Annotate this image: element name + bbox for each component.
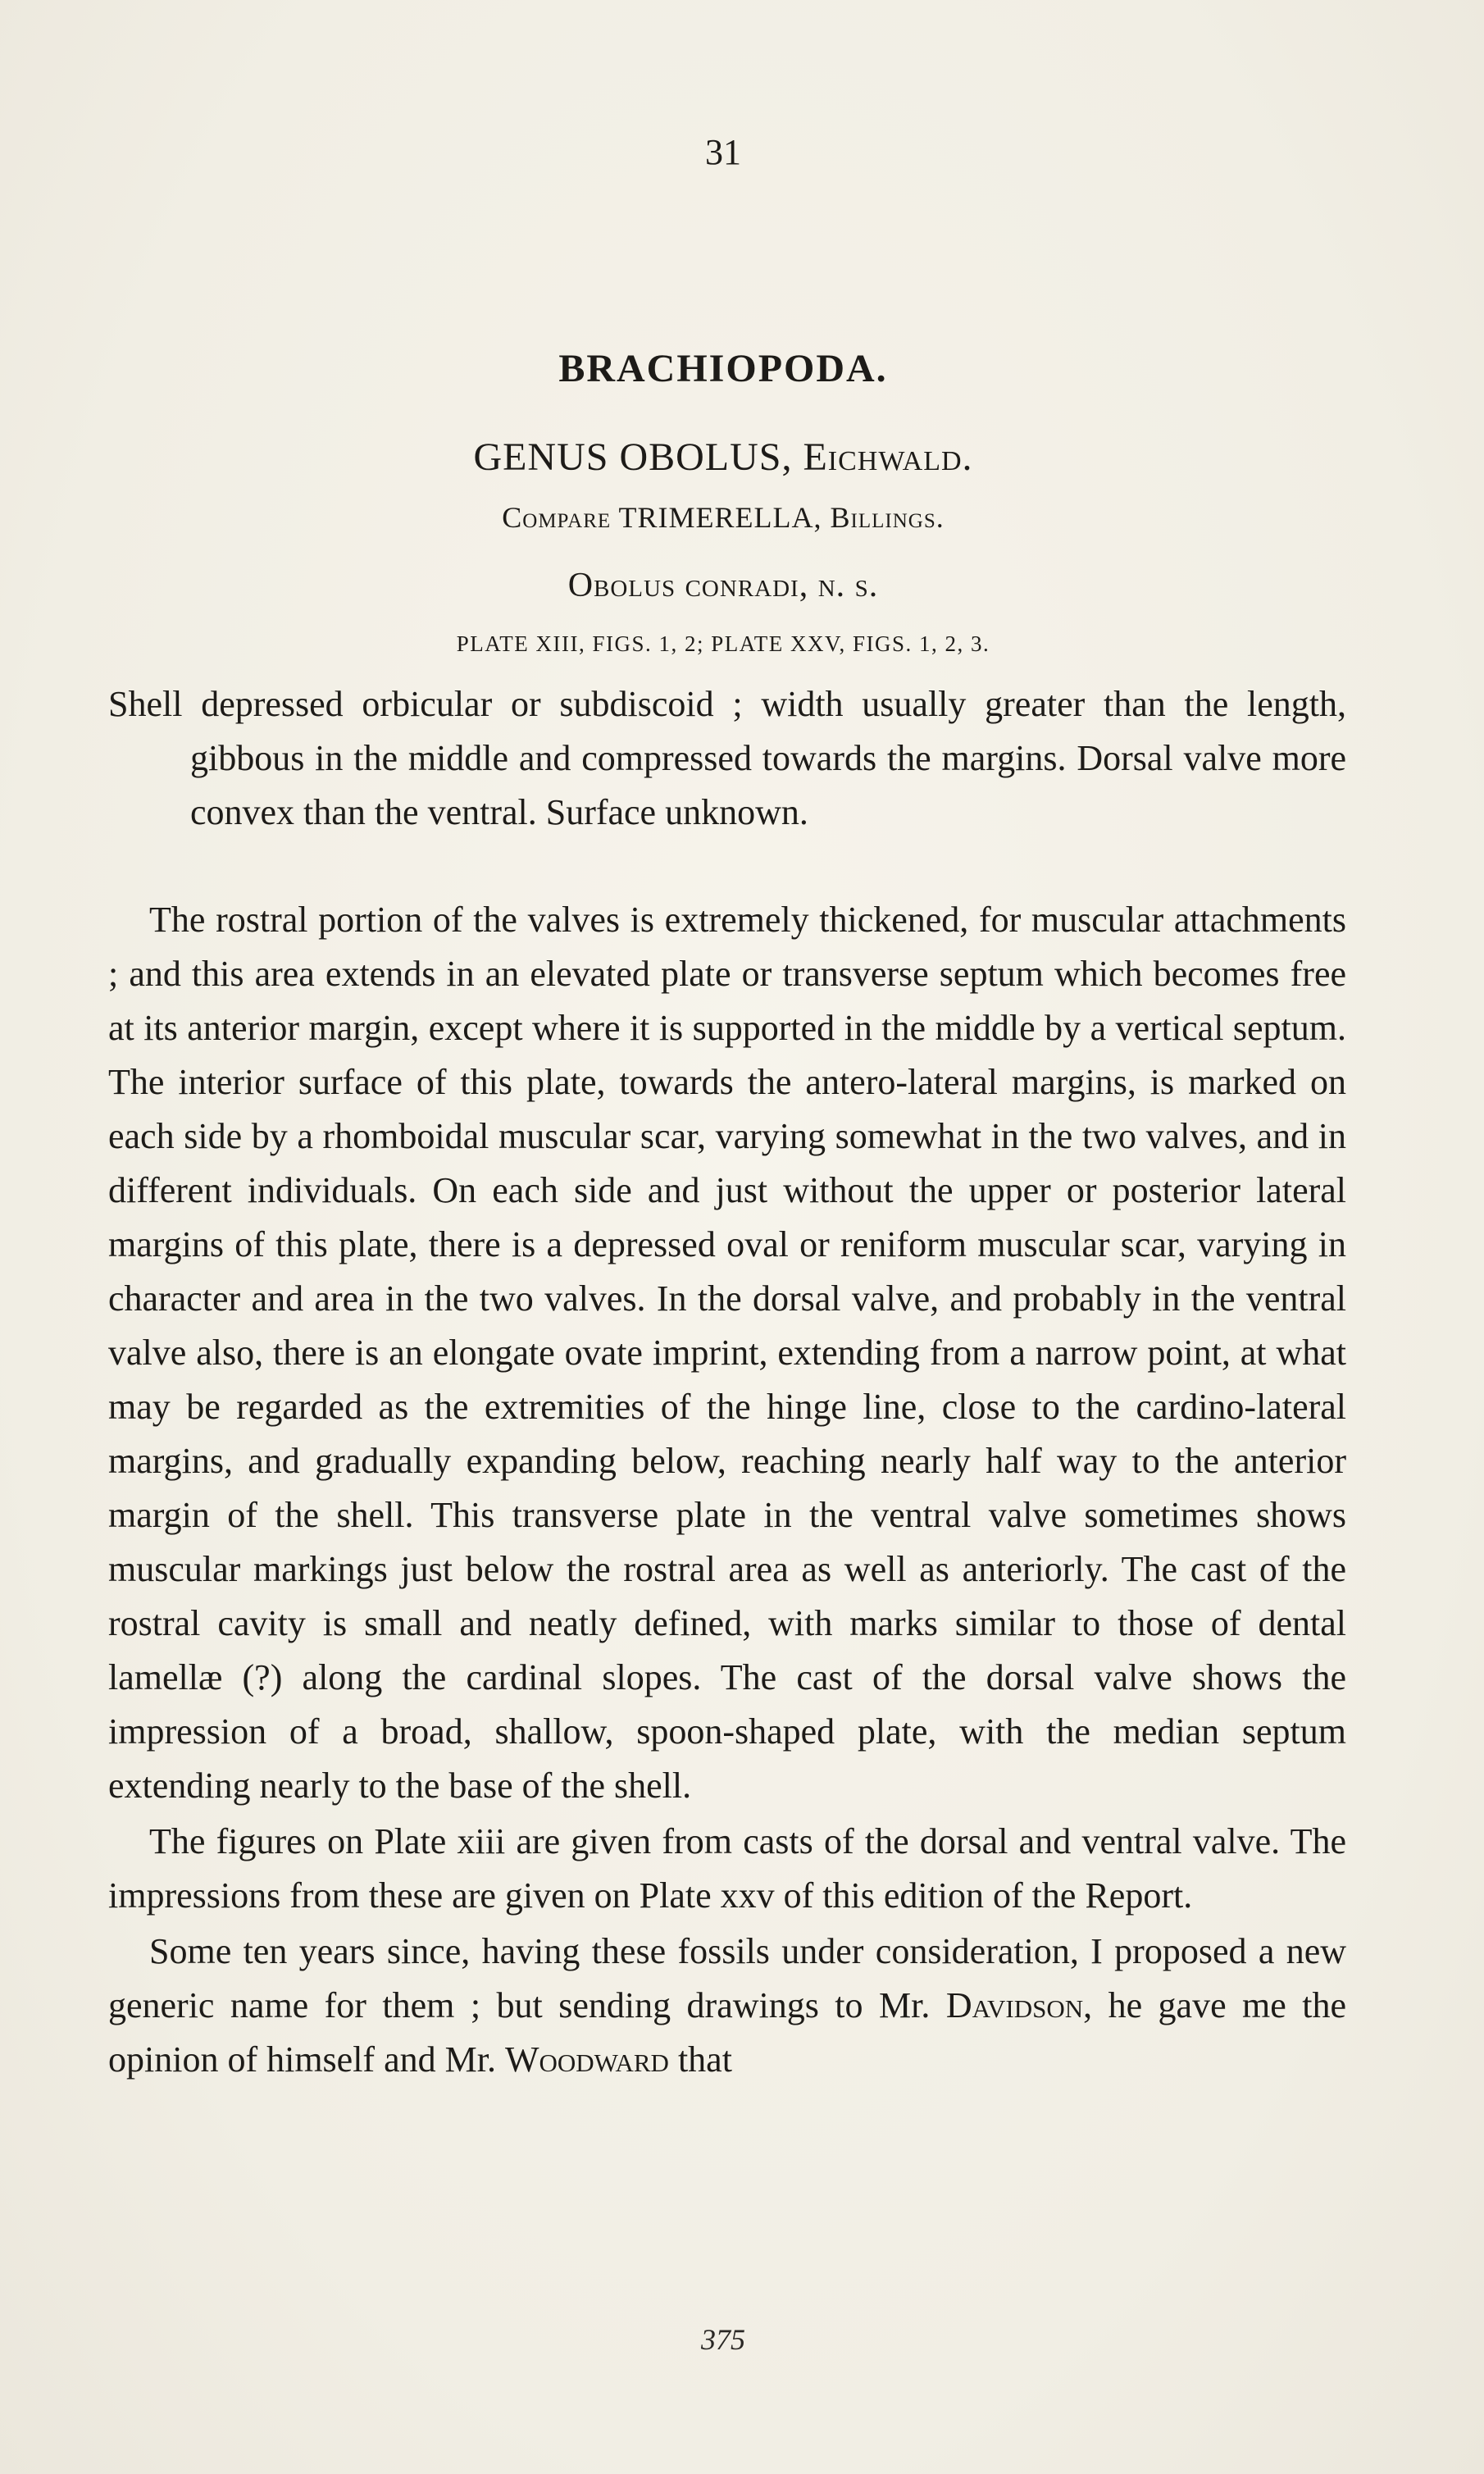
- handwritten-page-mark: 375: [701, 2323, 745, 2356]
- name-woodward: Woodward: [504, 2039, 669, 2080]
- species-suffix: n. s.: [817, 567, 879, 604]
- compare-author: Billings.: [830, 501, 945, 534]
- compare-heading: [0, 500, 1446, 535]
- genus-name: GENUS OBOLUS,: [473, 435, 793, 479]
- name-davidson: Davidson,: [945, 1985, 1093, 2025]
- paragraph-history: [108, 1925, 1346, 2087]
- paragraph-rostral: The rostral portion of the valves is extremely thickened, for muscular attachments ; and this area extends in an elevated plate or transverse septum which becomes free at its anterior margin, except where it is supported in the middle by a vertical septum. The interior surface of this plate, towards the antero-lateral margins, is marked on each side by a rhomboidal muscular scar, varying somewhat in the two valves, and in different individuals. On each side and just without the upper or posterior lateral margins of this plate, there is a depressed oval or reniform muscular scar, varying in character and area in the two valves. In the dorsal valve, and probably in the ventral valve also, there is an elongate ovate imprint, extending from a narrow point, at what may be regarded as the extremities of the hinge line, close to the cardino-lateral margins, and gradually expanding below, reaching nearly half way to the anterior margin of the shell. This transverse plate in the ventral valve sometimes shows muscular markings just below the rostral area as well as anteriorly. The cast of the rostral cavity is small and neatly defined, with marks similar to those of dental lamellæ (?) along the cardinal slopes. The cast of the dorsal valve shows the impression of a broad, shallow, spoon-shaped plate, with the median septum extending nearly to the base of the shell.: [108, 900, 1346, 1806]
- compare-prefix: Compare: [502, 501, 612, 534]
- species-name: Obolus conradi,: [567, 567, 809, 604]
- section-title: BRACHIOPODA.: [558, 347, 888, 390]
- history-text-mid: he gave me the opinion of himself and Mr.: [108, 1985, 1347, 2080]
- genus-heading: [0, 435, 1446, 480]
- plate-reference: PLATE XIII, FIGS. 1, 2; PLATE XXV, FIGS. 1, 2, 3.: [456, 631, 990, 656]
- description-text: Shell depressed orbicular or subdiscoid ; width usually greater than the length, gibbous in the middle and compressed towards the margins. Dorsal valve more convex than the ventral. Surface unknown.: [108, 684, 1346, 832]
- compare-name: TRIMERELLA,: [618, 501, 822, 534]
- history-text-end: that: [677, 2039, 732, 2080]
- body-text: [108, 893, 1346, 2087]
- paragraph-figures: The figures on Plate xiii are given from casts of the dorsal and ventral valve. The impressions from these are given on Plate xxv of this edition of the Report.: [108, 1821, 1346, 1916]
- species-heading: [0, 566, 1446, 605]
- species-description: [108, 677, 1346, 840]
- genus-author: Eichwald.: [803, 435, 973, 479]
- page-number: 31: [705, 132, 741, 172]
- history-text-start: Some ten years since, having these fossils under consideration, I proposed a new generic name for them ; but sending drawings to Mr.: [108, 1931, 1346, 2025]
